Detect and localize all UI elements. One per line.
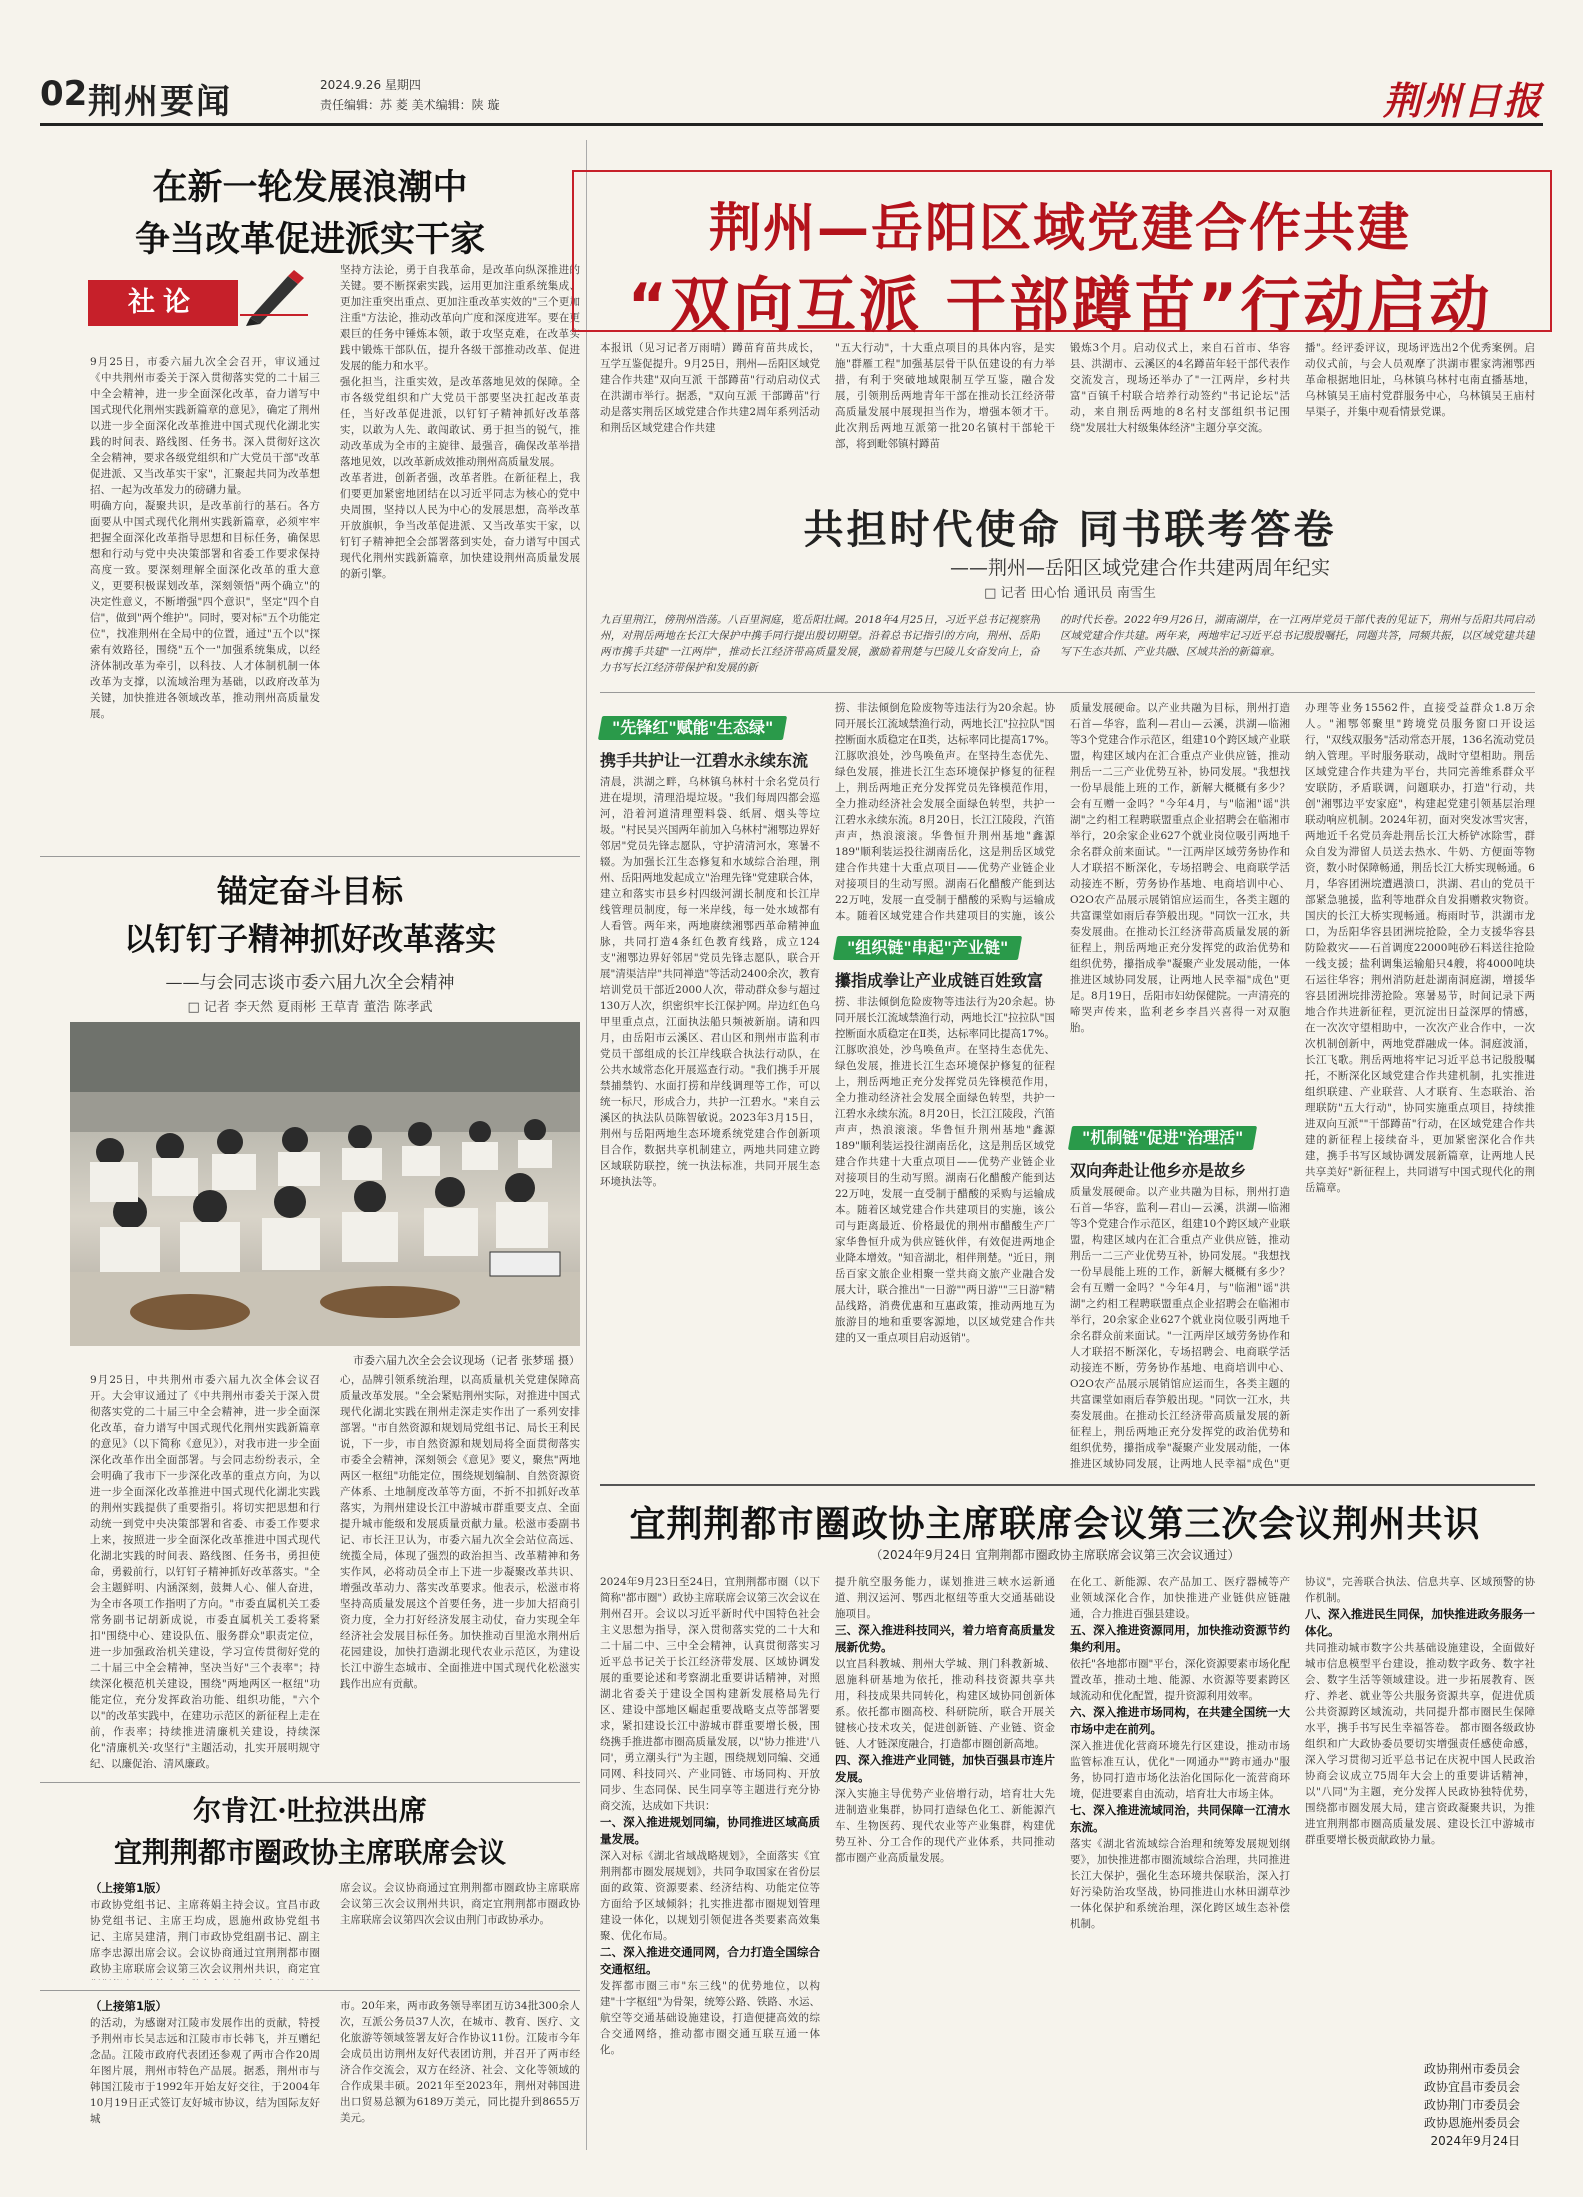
feature-intro-right: 的时代长卷。2022年9月26日，湖南湖岸，在一江两岸党员干部代表的见证下，荆州与岳阳共同启动区域党建合作共建。两年来，两地牢记习近平总书记殷殷嘱托，同题共答，同频共振，以区域党建共建写下生态共抓、产业共融、区域共治的新篇章。 [1060, 614, 1535, 658]
interview-column-1 [90, 1372, 320, 1776]
consensus-paragraph: 以宜昌科教城、荆州大学城、荆门科教新城、恩施科研基地为依托，推动科技资源共享共用，科技成果共同转化，构建区域协同创新体系。依托都市圈高校、科研院所，联合开展关键核心技术攻关，促进创新链、产业链、资金链、人才链深度融合，打造都市圈创新高地。 [835, 1658, 1055, 1750]
interview-title-line-1: 锚定奋斗目标 [217, 874, 403, 910]
meeting-photo [70, 1022, 580, 1346]
continued-marker: （上接第1版） [90, 1881, 168, 1895]
feature-paragraph: 质量发展硬命。以产业共融为目标，荆州打造石首—华容，监利—君山—云溪，洪湖—临湘等3个党建合作示范区，组建10个跨区域产业联盟，构建区域内在汇合重点产业供应链，推动荆岳一二三产业优势互补，协同发展。"我想找一份早晨能上班的工作，新解大概概有多少？会有互赠一金吗？"今年4月，与"临湘"谣"洪湖"之约相工程聘联盟重点企业招聘会在临湘市举行，20余家企业627个就业岗位吸引两地千余名群众前来面试。"一江两岸区域劳务协作和人才联招不断深化，专场招聘会、电商联学活动接连不断，劳务协作基地、电商培训中心、O2O农产品展示展销馆应运而生，各类主题的共富课堂如雨后春笋般出现。"同饮一江水，共奏发展曲。在推动长江经济带高质量发展的新征程上，荆岳两地正充分发挥党的政治优势和组织优势，攥指成拳"凝聚产业发展动能，一体推进区域协同发展，让两地人民幸福"成色"更 [1070, 1186, 1290, 1470]
issue-date: 2024.9.26 星期四 [320, 78, 421, 92]
ehr-paragraph: 市。20年来，两市政务领导率团互访34批300余人次，互派公务员37人次，在城市、教育、医疗、文化旅游等领域签署友好合作协议11份。江陵市今年会成员出访荆州友好代表团访荆，并召开了两市经济合作交流会，双方在经济、社会、文化等领域的合作成果丰硕。2021年至2023年，荆州对韩国进出口贸易总额为6189万美元，同比提升到8655万美元。 [340, 2000, 580, 2124]
editor-credits: 责任编辑：苏 菱 美术编辑：陕 璇 [320, 98, 500, 112]
consensus-signatories [1340, 2060, 1520, 2150]
feature-paragraph: 捞、非法倾倒危险废物等违法行为20余起。协同开展长江流域禁渔行动，两地长江"拉拉队"国控断面水质稳定在Ⅱ类，达标率同比提高17%。江豚吹浪处，沙鸟唤鱼声。在坚持生态优先、绿色发展，推进长江生态环境保护修复的征程上，荆岳两地正充分发挥党员先锋模范作用，全力推动经济社会发展全面绿色转型，共护一江碧水永续东流。8月20日，长江江陵段，汽笛声声，热浪滚滚。华鲁恒升荆州基地"鑫源189"顺利装运投往湖南岳化，这是荆岳区域党建合作共建十大重点项目——优势产业链企业对接项目的生动写照。湖南石化醋酸产能到达22万吨，发展一直受制于醋酸的采购与运输成本。随着区域党建合作共建项目的实施，该公 [835, 702, 1055, 922]
consensus-paragraph: 共同推动城市数字公共基础设施建设，全面做好城市信息模型平台建设，推动数字政务、数字社会、数字生活等领域建设。进一步拓展教育、医疗、养老、就业等公共服务资源共享，促进优质公共资源跨区域流动，共同提升都市圈民生保障水平，携手书写民生幸福答卷。 都市圈各级政协组织和广大政协委员要切实增强责任感使命感，深入学习贯彻习近平总书记在庆祝中国人民政治协商会议成立75周年大会上的重要讲话精神，以"八同"为主题，充分发挥人民政协独特优势，围绕都市圈发展大局，建言资政凝聚共识，为推进宜荆荆都市圈高质量发展、建设长江中游城市群重要增长极贡献政协力量。 [1305, 1642, 1535, 1846]
lead-paragraph: 本报讯（见习记者万雨晴）蹲苗育苗共成长，互学互鉴促提升。9月25日，荆州—岳阳区域党建合作共建"双向互派 干部蹲苗"行动启动仪式在洪湖市举行。据悉，"双向互派 干部蹲苗"行动是落实荆岳区域党建合作共建2周年系列活动和荆岳区域党建合作共建 [600, 342, 820, 434]
feature-paragraph: 质量发展硬命。以产业共融为目标，荆州打造石首—华容，监利—君山—云溪，洪湖—临湘等3个党建合作示范区，组建10个跨区域产业联盟，构建区域内在汇合重点产业供应链，推动荆岳一二三产业优势互补，协同发展。"我想找一份早晨能上班的工作，新解大概概有多少？会有互赠一金吗？"今年4月，与"临湘"谣"洪湖"之约相工程聘联盟重点企业招聘会在临湘市举行，20余家企业627个就业岗位吸引两地千余名群众前来面试。"一江两岸区域劳务协作和人才联招不断深化，专场招聘会、电商联学活动接连不断，劳务协作基地、电商培训中心、O2O农产品展示展销馆应运而生，各类主题的共富课堂如雨后春笋般出现。"同饮一江水，共奏发展曲。在推动长江经济带高质量发展的新征程上，荆岳两地正充分发挥党的政治优势和组织优势，攥指成拳"凝聚产业发展动能，一体推进区域协同发展，让两地人民幸福"成色"更足。8月19日，岳阳市妇幼保健院。一声清亮的啼哭声传来，监利老乡李昌兴喜得一对双胞胎。 [1070, 702, 1290, 1034]
ehr-paragraph: 市政协党组书记、主席蒋娟主持会议。宜昌市政协党组书记、主席王均成，恩施州政协党组书记、主席吴建清，荆门市政协党组副书记、副主席李忠源出席会议。会议协商通过宜荆荆都市圈政协主席联席会议第三次会议荆州共识，商定宜 [90, 1899, 320, 1975]
consensus-section-heading: 二、深入推进交通同网，合力打造全国综合交通枢纽。 [600, 1945, 820, 1976]
editorial-column-1 [90, 354, 320, 848]
feature-column-3-bottom [1070, 1184, 1290, 1474]
masthead [40, 70, 1543, 126]
consensus-paragraph: 落实《湖北省流域综合治理和统筹发展规划纲要》，加快推进都市圈流域综合治理，共同推进长江大保护，强化生态环境共保联治，深入打好污染防治攻坚战，协同推进山水林田湖草沙一体化保护和系统治理，深化跨区域生态补偿机制。 [1070, 1838, 1290, 1930]
interview-subtitle: ——与会同志谈市委六届九次全会精神 [165, 973, 455, 993]
feature-column-2-top [835, 700, 1055, 926]
consensus-paragraph: 深入实施主导优势产业倍增行动，培育壮大先进制造业集群，协同打造绿色化工、新能源汽车、生物医药、现代农业等产业集群，构建优势互补、分工合作的现代产业体系，共同推动都市圈产业高质量发展。 [835, 1788, 1055, 1864]
ehr-column-2 [340, 1880, 580, 1980]
feature-column-1 [600, 774, 820, 1474]
consensus-paragraph: 协议"，完善联合执法、信息共享、区域预警的协作机制。 [1305, 1576, 1535, 1604]
editorial-paragraph: 改革者进，创新者强，改革者胜。在新征程上，我们要更加紧密地团结在以习近平同志为核心的党中央周围，坚持以人民为中心的发展思想，高举改革开放旗帜，争当改革促进派、又当改革实干家，以钉钉子精神把全会部署落到实处，奋力谱写中国式现代化荆州实践新篇章，加快建设荆州高质量发展的新引擎。 [340, 472, 580, 580]
editorial-paragraph: 9月25日，市委六届九次全会召开，审议通过《中共荆州市委关于深入贯彻落实党的二十届三中全会精神，进一步全面深化改革，奋力谱写中国式现代化荆州实践新篇章的意见》，确定了荆州以进一步全面深化改革推进中国式现代化湖北实践的时间表、路线图、任务书。深入贯彻好这次全会精神，要求各级党组织和广大党员干部"改革促进派、又当改革实干家"，汇聚起共同为改革想招、一起为改革发力的磅礴力量。 [90, 356, 320, 496]
section-tag [833, 936, 1023, 960]
ehr-headline [40, 1790, 580, 1874]
main-headline-line-1: 荆州—岳阳区域党建合作共建 [708, 199, 1411, 259]
signatory: 政协宜昌市委员会 [1423, 2080, 1520, 2094]
editorial-column-2 [340, 262, 580, 848]
consensus-paragraph: 在化工、新能源、农产品加工、医疗器械等产业领域深化合作，加快推进产业链供应链融通，合力推进百强县建设。 [1070, 1576, 1290, 1620]
consensus-paragraph: 提升航空服务能力，谋划推进三峡水运新通道、荆汉运河、鄂西北枢纽等重大交通基础设施项目。 [835, 1576, 1055, 1620]
consensus-paragraph: 发挥都市圈三市"东三线"的优势地位，以构建"十字枢纽"为骨架，统筹公路、铁路、水运、航空等交通基础设施建设，打造便捷高效的综合交通网络，推动都市圈交通互联互通一体化。 [600, 1980, 820, 2056]
section-heading: 攥指成拳让产业成链百姓致富 [835, 971, 1044, 990]
consensus-column-1 [600, 1574, 820, 2150]
interview-paragraph: 心，品牌引领系统治理，以高质量机关党建保障高质量改革发展。"全会紧贴荆州实际，对推进中国式现代化湖北实践在荆州走深走实作出了一系列安排部署。"市自然资源和规划局党组书记、局长王利民说，下一步，市自然资源和规划局将全面贯彻落实市委全会精神，深刻领会《意见》要义，聚焦"两地两区一枢纽"功能定位，围绕规划编制、自然资源资产体系、土地制度改革等方面，不折不扣抓好改革落实，为荆州建设长江中游城市群重要支点、全面提升城市能级和发展质量贡献力量。松滋市委副书记、市长汪卫认为，市委六届九次全会站位高远、统揽全局，体现了强烈的政治担当、改革精神和务实作风，必将动员全市上下进一步凝聚改革共识、增强改革动力、落实改革要求。他表示，松滋市将坚持高质量发展这个首要任务，进一步加大招商引资力度，全力打好经济发展主动仗，奋力实现全年经济社会发展目标任务。加快推动百里洈水荆州后花园建设，加快打造湖北现代农业示范区，为建设长江中游生态城市、全面推进中国式现代化松滋实践作出应有贡献。 [340, 1374, 580, 1690]
lead-paragraph: 播"。经评委评议，现场评选出2个优秀案例。启动仪式前，与会人员观摩了洪湖市瞿家湾湘鄂西革命根据地旧址，乌林镇乌林村屯南直播基地，乌林镇吴王庙村党群服务中心，乌林镇吴王庙村旱渠子，并集中观看情景党课。 [1305, 342, 1535, 418]
consensus-column-3 [1070, 1574, 1290, 2150]
ehr-column-3 [90, 1998, 320, 2148]
editorial-title-line-2: 争当改革促进派实干家 [134, 219, 485, 260]
lead-column-3 [1070, 340, 1290, 480]
ehr-paragraph: 的活动，为感谢对江陵市发展作出的贡献，特授予荆州市长吴志远和江陵市市长韩飞，并互赠纪念品。江陵市政府代表团还参观了两市合作20周年图片展，荆州市特色产品展。据悉，荆州市与韩国江陵市于1992年开始友好交往，于2004年10月19日正式签订友好城市协议，结为国际友好城 [90, 2017, 320, 2125]
interview-title-line-2: 以钉钉子精神抓好改革落实 [124, 922, 496, 958]
lead-column-4 [1305, 340, 1535, 480]
editorial-badge: 社论 [88, 280, 238, 326]
consensus-section-heading: 七、深入推进流域同治，共同保障一江清水东流。 [1070, 1803, 1290, 1834]
consensus-section-heading: 六、深入推进市场同构，在共建全国统一大市场中走在前列。 [1070, 1705, 1290, 1736]
editorial-headline [40, 162, 580, 266]
consensus-subtitle: （2024年9月24日 宜荆荆都市圈政协主席联席会议第三次会议通过） [870, 1548, 1240, 1562]
feature-paragraph: 清晨，洪湖之畔，乌林镇乌林村十余名党员行进在堤坝，清理沿堤垃圾。"我们每周四都会巡河，沿着河道清理塑料袋、纸屑、烟头等垃圾。"村民吴兴国两年前加入乌林村"湘鄂边界好邻居"党员先锋志愿队，守护清清河水，寒暑不辍。为加强长江生态修复和水域综合治理，荆州、岳阳两地发起成立"治理先锋"党建联合体，建立和落实市县乡村四级河湖长制度和长江岸线管理员制度，每一米岸线，每一处水域都有人看管。两年来，两地赓续湘鄂西革命精神血脉，共同打造4条红色教育线路，成立124支"湘鄂边界好邻居"党员先锋志愿队，联合开展"清渠洁岸"共同禅造"等活动2400余次，教育培训党员干部近2000人次，带动群众参与超过130万人次，织密织牢长江保护网。岸边红色乌甲里重点点，江面执法船只频被新崩。请和四月，由岳阳市云溪区、君山区和荆州市监利市党员干部组成的长江岸线联合执法行动队，在公共水域常态化开展巡查行动。"我们携手开展禁捕禁钓、水面打捞和岸线调理等工作，可以统一标尺，形成合力，共护一江碧水。"来自云溪区的执法队员陈智敏说。2023年3月15日，荆州与岳阳两地生态环境系统党建合作创新项目合作，数据共享机制建立，两地共同建立跨区域联防联控，统一执法标准，共同开展生态环境执法等。 [600, 776, 820, 1188]
section-tag [1068, 1126, 1258, 1150]
feature-paragraph: 捞、非法倾倒危险废物等违法行为20余起。协同开展长江流域禁渔行动，两地长江"拉拉队"国控断面水质稳定在Ⅱ类，达标率同比提高17%。江豚吹浪处，沙鸟唤鱼声。在坚持生态优先、绿色发展，推进长江生态环境保护修复的征程上，荆岳两地正充分发挥党员先锋模范作用，全力推动经济社会发展全面绿色转型，共护一江碧水永续东流。8月20日，长江江陵段，汽笛声声，热浪滚滚。华鲁恒升荆州基地"鑫源189"顺利装运投往湖南岳化，这是荆岳区域党建合作共建十大重点项目——优势产业链企业对接项目的生动写照。湖南石化醋酸产能到达22万吨，发展一直受制于醋酸的采购与运输成本。随着区域党建合作共建项目的实施，该公司与距离最近、价格最优的荆州市醋酸生产厂家华鲁恒升成为供应链伙伴，有效促进两地企业降本增效。"知音湖北，相伴荆楚。"近日，荆岳百家文旅企业相聚一堂共商文旅产业融合发展大计，联合推出"一日游""两日游""三日游"精品线路，消费优惠和互惠政策，推动两地互为旅游目的地和重要客源地，以区域党建合作共建的又一重点项目启动返销"。 [835, 996, 1055, 1344]
feature-paragraph: 办理等业务15562件，直接受益群众1.8万余人。"湘鄂邻聚里"跨境党员服务窗口开设运行，"双线双服务"活动常态开展，136名流动党员纳入管理。平时服务联动，战时守望相助。荆岳区域党建合作共建为平台，共同完善维系群众平安联防，矛盾联调，问题联办，打造"行动，共创"湘鄂边平安家庭"，构建起党建引领基层治理联动响应机制。2024年初，面对突发冰雪灾害，两地近千名党员奔赴荆岳长江大桥铲冰除雪，群众自发为滞留人员送去热水、牛奶、方便面等物资，数小时保障畅通，荆岳长江大桥实现畅通。6月，华容团洲垸遭遇溃口，洪湖、君山的党员干部紧急驰援，监利等地群众自发捐赠救灾物资。国庆的长江大桥实现畅通。梅雨时节，洪湖市龙口，为岳阳华容县团洲垸抢险，全力支援华容县防险救灾——石首调度22000吨砂石料送往抢险一线支援；盐利调集运输船只4艘，将4000吨块石运往华容；荆州消防赶赴湖南洞庭湖，增援华容县团洲垸排涝抢险。寒暑易节，时间记录下两地合作共进新征程，更沉淀出日益深厚的情感，在一次次守望相助中，一次次产业合作中，一次次机制创新中，两地党群融成一体。洞庭波涌，长江飞歌。荆岳两地将牢记习近平总书记殷殷嘱托，不断深化区域党建合作共建机制，扎实推进组织联建、产业联营、人才联育、生态联治、治理联防"五大行动"，协同实施重点项目，持续推进双向互派""干部蹲苗"行动，在区域党建合作共建的新征程上接续奋斗，更加紧密深化合作共建，携手书写区域协调发展新篇章，让两地人民共享美好"新征程上，共同谱写中国式现代化的荆岳篇章。 [1305, 702, 1535, 1194]
interview-paragraph: 9月25日，中共荆州市委六届九次全体会议召开。大会审议通过了《中共荆州市委关于深入贯彻落实党的二十届三中全会精神，进一步全面深化改革，奋力谱写中国式现代化荆州实践新篇章的意见》（以下简称《意见》），对我市进一步全面深化改革作出全面部署。与会同志纷纷表示，全会明确了我市下一步深化改革的重点方向，为以进一步全面深化改革推进中国式现代化湖北实践的荆州实践提供了重要指引。将切实把思想和行动统一到党中央决策部署和省委、市委工作要求上来，按照进一步全面深化改革推进中国式现代化湖北实践的时间表、路线图、任务书，勇担使命，勇毅前行，以钉钉子精神抓好改革落实。"全会主题鲜明、内涵深刻，鼓舞人心、催人奋进，为全市各项工作指明了方向。"市委直属机关工委常务副书记胡新成说，市委直属机关工委将紧扣"围绕中心、建设队伍、服务群众"职责定位，进一步加强政治机关建设，学习宣传贯彻好党的二十届三中全会精神，坚决当好"三个表率"；持续深化模范机关建设，围绕"两地两区一枢纽"功能定位，充分发挥政治功能、组织功能，"六个以"的改革实践中，在建功示范区的新征程上走在前，作表率；持续推进清廉机关建设，持续深化"清廉机关·攻坚行"主题活动，扎实开展明规守纪、以廉促治、清风廉政。 [90, 1374, 320, 1770]
interview-headline [40, 868, 580, 964]
consensus-paragraph: 2024年9月23日至24日，宜荆荆都市圈（以下简称"都市圈"）政协主席联席会议第三次会议在荆州召开。会议以习近平新时代中国特色社会主义思想为指导，深入贯彻落实党的二十大和二十届二中、三中全会精神，认真贯彻落实习近平总书记关于长江经济带发展、区域协调发展的重要论述和考察湖北重要讲话精神，对照湖北省委关于建设全国构建新发展格局先行区、建设中部地区崛起重要战略支点等部署要求，紧扣建设长江中游城市群重要增长极，围绕携手推进都市圈高质量发展，以"协力推进'八同'，勇立潮头行"为主题，围绕规划同编、交通同网、科技同兴、产业同链、市场同构、开放同步、生态同保、民生同享等主题进行充分协商交流，达成如下共识： [600, 1576, 820, 1812]
ehr-title-line-1: 尔肯江·吐拉洪出席 [193, 1794, 427, 1827]
consensus-section-heading: 一、深入推进规划同编，协同推进区域高质量发展。 [600, 1815, 820, 1846]
feature-headline: 共担时代使命 同书联考答卷 [803, 506, 1337, 553]
editorial-paragraph: 强化担当，注重实效，是改革落地见效的保障。全市各级党组织和广大党员干部要坚决扛起改革责任，当好改革促进派，以钉钉子精神抓好改革落实，以敢为人先、敢闯敢试、勇于担当的锐气，推动改革成为全市的主旋律、最强音，确保改革举措落地见效，以改革新成效推动荆州高质量发展。 [340, 376, 580, 468]
paper-logo: 荆州日报 [1382, 78, 1543, 123]
editorial-paragraph: 坚持方法论，勇于自我革命，是改革向纵深推进的关键。要不断探索实践，运用更加注重系统集成、更加注重突出重点、更加注重改革实效的"三个更加注重"方法论，推动改革向广度和深度进军。要在更艰巨的任务中锤炼本领，敢于攻坚克难，在改革实践中锻炼干部队伍，提升各级干部推动改革、促进发展的能力和水平。 [340, 264, 580, 372]
ehr-paragraph: 席会议。会议协商通过宜荆荆都市圈政协主席联席会议第三次会议荆州共识，商定宜荆荆都市圈政协主席联席会议第四次会议由荆门市政协承办。 [340, 1882, 580, 1926]
consensus-paragraph: 深入推进优化营商环境先行区建设，推动市场监管标准互认，优化"一网通办""跨市通办"服务，协同打造市场化法治化国际化一流营商环境，促进要素自由流动，培育壮大市场主体。 [1070, 1740, 1290, 1800]
consensus-column-4 [1305, 1574, 1535, 2054]
editorial-title-line-1: 在新一轮发展浪潮中 [152, 167, 468, 208]
editorial-paragraph: 明确方向，凝聚共识，是改革前行的基石。各方面要从中国式现代化荆州实践新篇章，必须牢牢把握全面深化改革指导思想和目标任务，确保思想和行动与党中央决策部署和省委工作要求保持高度一致。要深刻理解全面深化改革的重大意义，更要积极谋划改革，深刻领悟"两个确立"的决定性意义，不断增强"四个意识"，坚定"四个自信"，做到"两个维护"。同时，要对标"五个功能定位"，找准荆州在全局中的位置，通过"五个以"探索有效路径，围绕"五个一"加强系统集成，以经济体制改革为牵引，以科技、人才体制机制一体改革为支撑，以流域治理为基础，以政府改革为关键，加快推进各领域改革，推动荆州高质量发展。 [90, 500, 320, 720]
consensus-section-heading: 八、深入推进民生同保，加快推进政务服务一体化。 [1305, 1607, 1535, 1638]
consensus-section-heading: 五、深入推进资源同用，加快推动资源节约集约利用。 [1070, 1623, 1290, 1654]
ehr-column-1 [90, 1880, 320, 1980]
signatory: 政协恩施州委员会 [1423, 2116, 1520, 2130]
consensus-section-heading: 四、深入推进产业同链，加快百强县市连片发展。 [835, 1753, 1055, 1784]
section-tag-label: "先锋红"赋能"生态绿" [612, 718, 774, 737]
continued-marker: （上接第1版） [90, 1999, 168, 2013]
photo-caption: 市委六届九次全会会议现场（记者 张梦瑶 摄） [353, 1354, 580, 1367]
lead-paragraph: "五大行动"，十大重点项目的具体内容，是实施"群雁工程"加强基层骨干队伍建设的有力举措，有利于突破地域限制互学互鉴，融合发展，引领荆岳两地青年干部在推动长江经济带高质量发展中展现担当作为，增强本领才干。此次荆岳两地互派第一批20名镇村干部轮干部，将到毗邻镇村蹲苗 [835, 342, 1055, 450]
feature-intro-left: 九百里荆江，傍荆州浩荡。八百里洞庭，览岳阳壮阔。2018年4月25日，习近平总书记视察荆州，对荆岳两地在长江大保护中携手同行提出殷切期望。沿着总书记指引的方向，荆州、岳阳两市携手共建"一江两岸"，推动长江经济带高质量发展，激励着荆楚与巴陵儿女奋发向上，奋力书写长江经济带保护和发展的新 [600, 614, 1040, 674]
section-heading: 携手共护让一江碧水永续东流 [600, 751, 809, 770]
feature-subtitle: ——荆州—岳阳区域党建合作共建两周年纪实 [949, 557, 1330, 579]
section-tag-label: "机制链"促进"治理活" [1082, 1128, 1244, 1147]
lead-column-2 [835, 340, 1055, 480]
consensus-paragraph: 依托"各地都市圈"平台，深化资源要素市场化配置改革，推动土地、能源、水资源等要素跨区域流动和优化配置，提升资源利用效率。 [1070, 1658, 1290, 1702]
feature-column-4 [1305, 700, 1535, 1474]
section-heading: 双向奔赴让他乡亦是故乡 [1070, 1161, 1247, 1180]
signature-date: 2024年9月24日 [1430, 2134, 1520, 2148]
main-headline-line-2: “双向互派 干部蹲苗”行动启动 [627, 271, 1493, 341]
interview-column-2 [340, 1372, 580, 1776]
page-number: 02 [40, 74, 88, 114]
consensus-column-2 [835, 1574, 1055, 2150]
consensus-paragraph: 深入对标《湖北省域战略规划》，全面落实《宜荆荆都市圈发展规划》，共同争取国家在省份层面的政策、资源要素、经济结构、功能定位等方面给予区域倾斜；扎实推进都市圈规划管理建设一体化，以规划引领促进各类要素高效集聚、优化布局。 [600, 1850, 820, 1942]
section-tag-label: "组织链"串起"产业链" [847, 938, 1009, 957]
feature-column-2 [835, 994, 1055, 1474]
consensus-headline: 宜荆荆都市圈政协主席联席会议第三次会议荆州共识 [629, 1503, 1481, 1545]
consensus-section-heading: 三、深入推进科技同兴，着力培育高质量发展新优势。 [835, 1623, 1055, 1654]
pen-icon [240, 266, 310, 336]
lead-column-1 [600, 340, 820, 480]
section-tag [598, 716, 788, 740]
section-name: 荆州要闻 [88, 82, 232, 122]
lead-paragraph: 锻炼3个月。启动仪式上，来自石首市、华容县、洪湖市、云溪区的4名蹲苗年轻干部代表作交流发言，现场还举办了"一江两岸，乡村共富"百镇千村联合培养行动签约"书记论坛"活动，来自荆岳两地的8名村支部组织书记围绕"发展壮大村级集体经济"主题分享交流。 [1070, 342, 1290, 434]
ehr-column-4 [340, 1998, 580, 2148]
signatory: 政协荆州市委员会 [1423, 2062, 1520, 2076]
feature-column-3 [1070, 700, 1290, 1120]
feature-byline: □ 记者 田心怡 通讯员 南雪生 [984, 586, 1156, 601]
ehr-title-line-2: 宜荆荆都市圈政协主席联席会议 [113, 1836, 506, 1869]
signatory: 政协荆门市委员会 [1423, 2098, 1520, 2112]
interview-byline: □ 记者 李天然 夏雨彬 王草青 董浩 陈孝武 [187, 1000, 433, 1015]
